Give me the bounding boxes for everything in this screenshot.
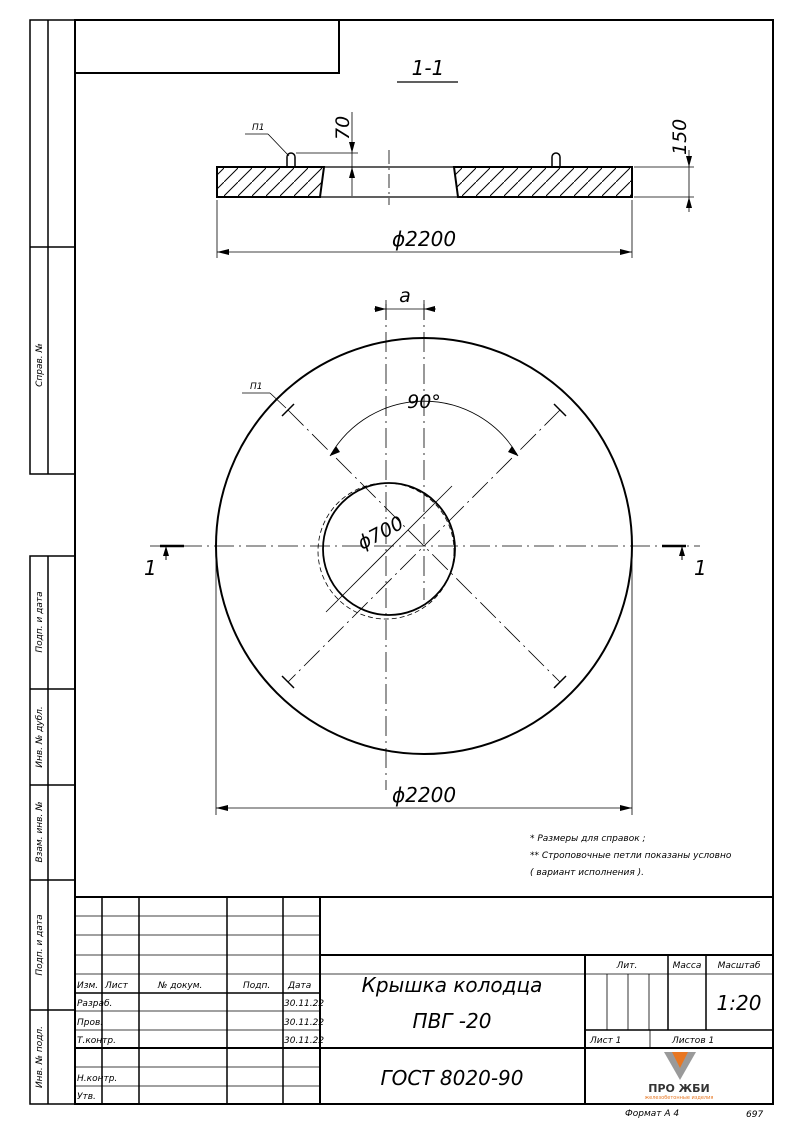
product-name: Крышка колодца [361, 973, 543, 997]
dim-thickness: 150 [669, 118, 691, 155]
row-date-3: 30.11.22 [284, 1036, 325, 1046]
hdr-podp: Подп. [243, 981, 271, 991]
section-view [217, 56, 694, 258]
note-3: ( вариант исполнения ). [530, 868, 644, 878]
dim-loop-height: 70 [332, 115, 354, 140]
hdr-izm: Изм. [77, 981, 99, 991]
section-title: 1-1 [411, 56, 445, 80]
logo-subtext: железобетонные изделия [644, 1095, 714, 1101]
dim-bottom-diameter: ϕ2200 [391, 783, 457, 807]
dim-angle: 90° [407, 391, 441, 413]
sheet-label: Лист 1 [590, 1036, 622, 1046]
standard-code: ГОСТ 8020-90 [380, 1066, 524, 1090]
row-role-2: Пров. [77, 1018, 104, 1028]
strip-label-sprav: Справ. № [35, 343, 45, 387]
section-mark-left: 1 [144, 556, 157, 580]
format-label: Формат А 4 [625, 1109, 680, 1119]
lifting-loop-right [552, 153, 560, 167]
row-date-2: 30.11.22 [284, 1018, 325, 1028]
hdr-date: Дата [288, 981, 312, 991]
strip-label-inv-dubl: Инв. № дубл. [35, 706, 45, 768]
note-2: ** Строповочные петли показаны условно [530, 851, 732, 861]
scale-value: 1:20 [716, 991, 762, 1015]
note-1: * Размеры для справок ; [530, 834, 646, 844]
top-left-stamp-box [75, 20, 339, 73]
section-mark-right: 1 [694, 556, 707, 580]
strip-label-podp-2: Подп. и дата [35, 914, 45, 976]
row-date-1: 30.11.22 [284, 999, 325, 1009]
callout-p1-top: П1 [252, 123, 265, 133]
row-role-5: Н.контр. [77, 1074, 118, 1084]
dim-hole-diameter: ϕ700 [354, 512, 408, 555]
page-number: 697 [746, 1110, 764, 1120]
strip-label-vzam-inv: Взам. инв. № [35, 801, 45, 863]
logo-text: ПРО ЖБИ [648, 1082, 710, 1095]
sheets-label: Листов 1 [672, 1036, 715, 1046]
product-code: ПВГ -20 [412, 1009, 492, 1033]
slab-section-left [217, 167, 324, 197]
dim-offset-a: a [399, 285, 411, 307]
scale-label: Масштаб [717, 961, 761, 971]
callout-p1-plan: П1 [250, 382, 263, 392]
strip-label-podp-1: Подп. и дата [35, 591, 45, 653]
plan-view [144, 285, 707, 815]
slab-section-right [454, 167, 632, 197]
dim-top-diameter: ϕ2200 [391, 227, 457, 251]
strip-label-inv-podl: Инв. № подл. [35, 1025, 45, 1089]
row-role-3: Т.контр. [77, 1036, 117, 1046]
hdr-doc-no: № докум. [158, 981, 203, 991]
lit-label: Лит. [616, 961, 638, 971]
row-role-1: Разраб. [77, 999, 113, 1009]
hdr-list: Лист [105, 981, 128, 991]
row-role-6: Утв. [77, 1092, 96, 1102]
mass-label: Масса [672, 961, 702, 971]
company-logo [645, 1052, 714, 1101]
